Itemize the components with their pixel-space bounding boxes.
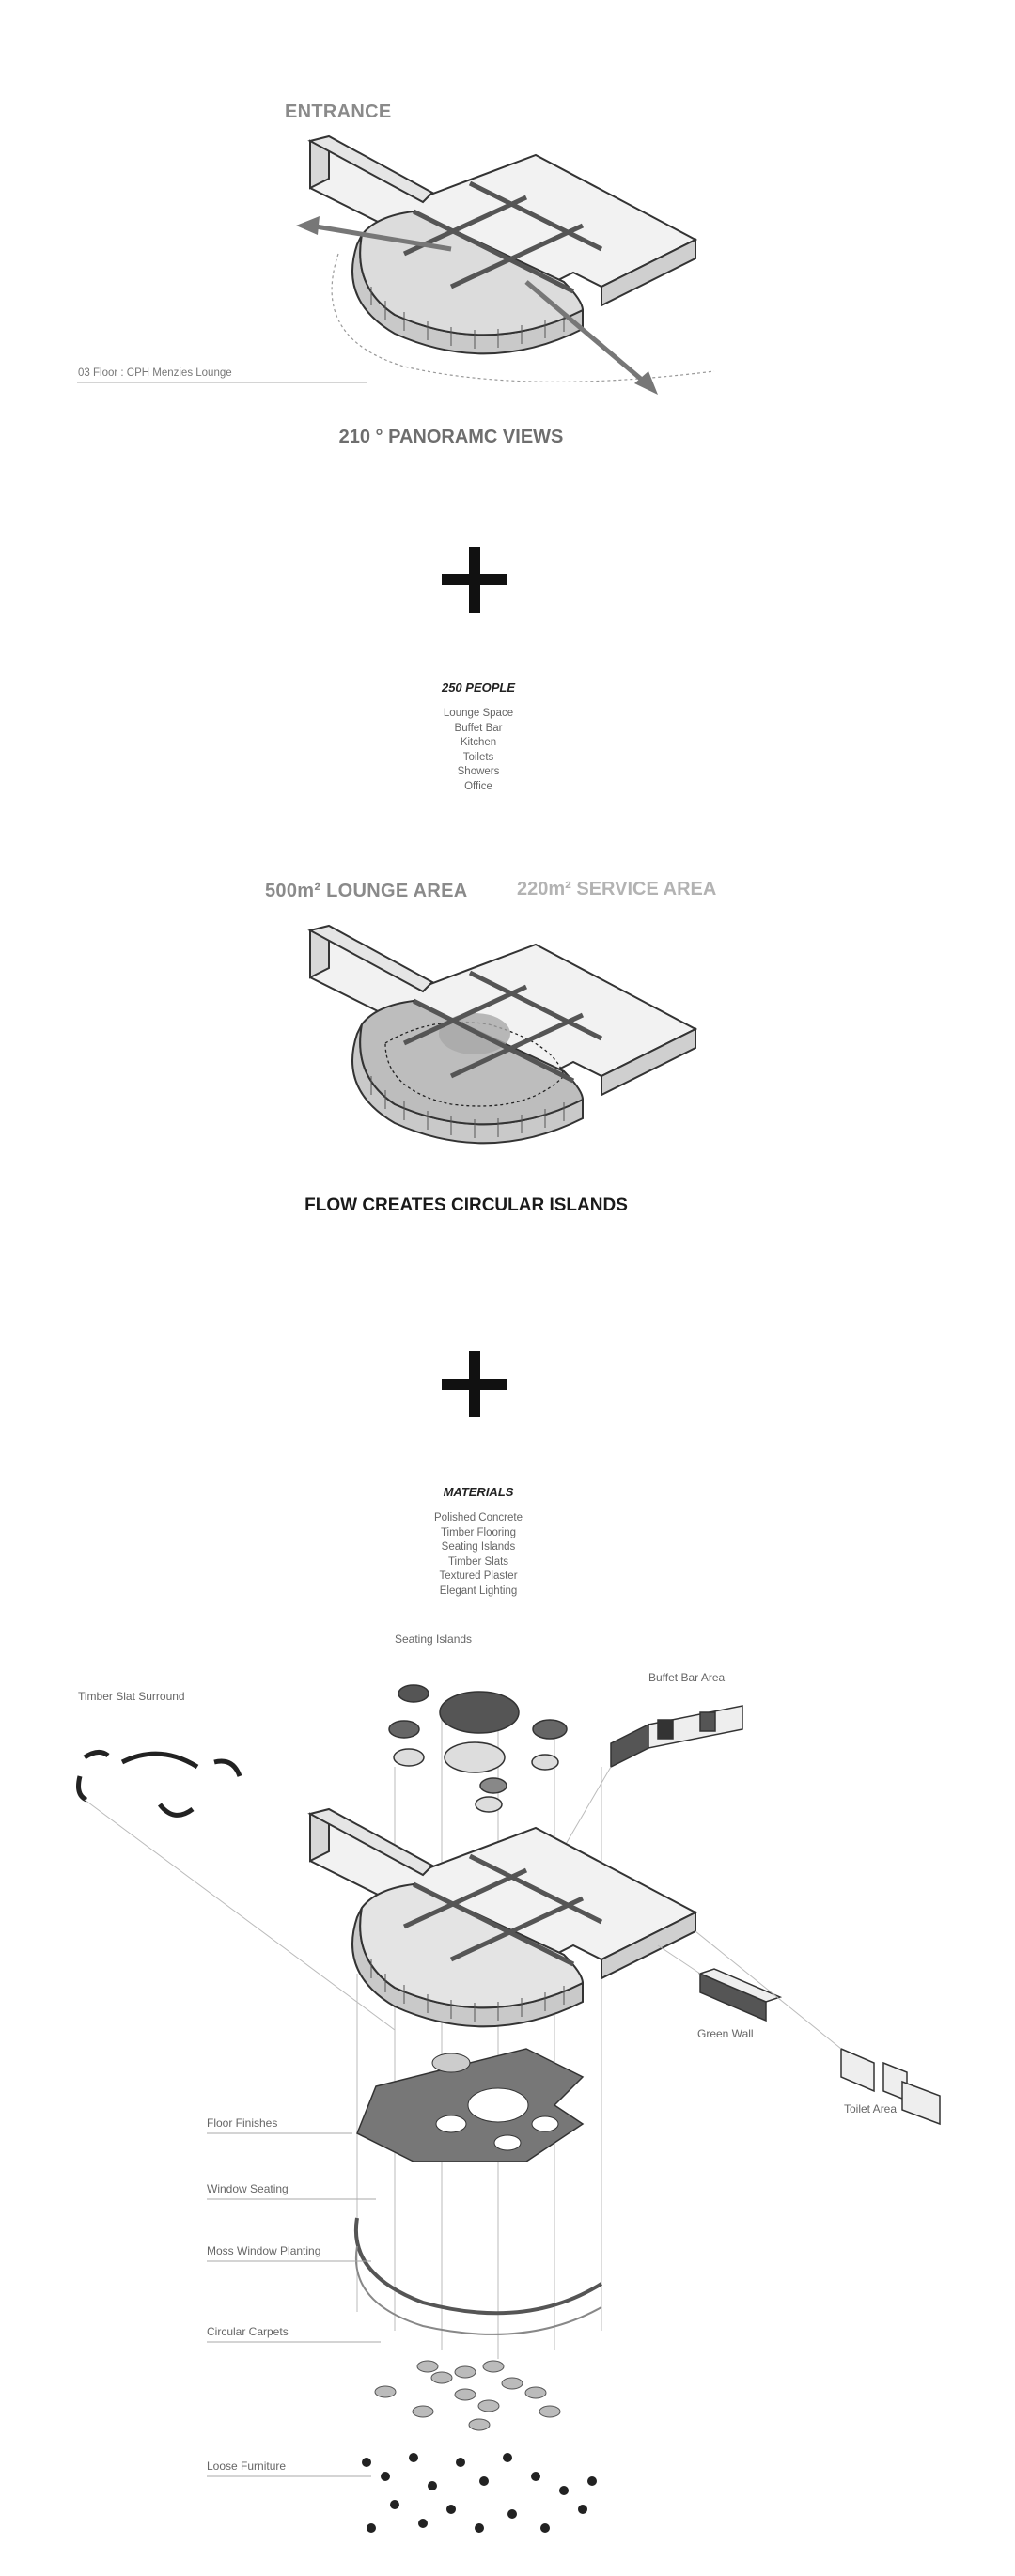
floor-finishes-label: Floor Finishes xyxy=(207,2116,278,2130)
materials-list xyxy=(384,1511,572,1599)
list-item: Showers xyxy=(457,766,500,777)
floor-axonometric-1 xyxy=(0,0,1015,489)
entrance-label: ENTRANCE xyxy=(285,101,392,122)
plus-icon-1 xyxy=(442,547,508,613)
window-seating-label: Window Seating xyxy=(207,2182,289,2195)
circular-carpets-label: Circular Carpets xyxy=(207,2325,289,2338)
seating-islands-label: Seating Islands xyxy=(395,1632,473,1646)
moss-window-planting-label: Moss Window Planting xyxy=(207,2244,321,2257)
toilet-area-label: Toilet Area xyxy=(844,2102,898,2115)
buffet-bar-area-label: Buffet Bar Area xyxy=(648,1671,726,1684)
list-item: Seating Islands xyxy=(441,1541,516,1553)
program-title: 250 PEOPLE xyxy=(441,680,516,695)
materials-title: MATERIALS xyxy=(443,1485,514,1499)
service-area-label: 220m² SERVICE AREA xyxy=(517,879,717,899)
list-item: Elegant Lighting xyxy=(439,1585,518,1597)
green-wall-label: Green Wall xyxy=(697,2027,754,2040)
list-item: Kitchen xyxy=(460,737,497,748)
views-caption: 210 ° PANORAMC VIEWS xyxy=(338,427,564,447)
list-item: Textured Plaster xyxy=(439,1570,518,1582)
timber-slat-surround-label: Timber Slat Surround xyxy=(78,1690,185,1703)
loose-furniture-label: Loose Furniture xyxy=(207,2459,287,2473)
lounge-area-label: 500m² LOUNGE AREA xyxy=(265,881,468,901)
floor-label: 03 Floor : CPH Menzies Lounge xyxy=(78,367,232,379)
flow-caption: FLOW CREATES CIRCULAR ISLANDS xyxy=(304,1195,628,1215)
program-list xyxy=(384,707,572,794)
list-item: Toilets xyxy=(462,751,494,763)
list-item: Timber Flooring xyxy=(440,1526,517,1538)
plus-icon-2 xyxy=(442,1351,508,1417)
list-item: Buffet Bar xyxy=(454,722,503,734)
list-item: Timber Slats xyxy=(447,1555,509,1568)
list-item: Office xyxy=(464,780,492,792)
list-item: Lounge Space xyxy=(443,708,514,719)
list-item: Polished Concrete xyxy=(434,1512,523,1523)
floor-axonometric-2 xyxy=(0,902,1015,1184)
